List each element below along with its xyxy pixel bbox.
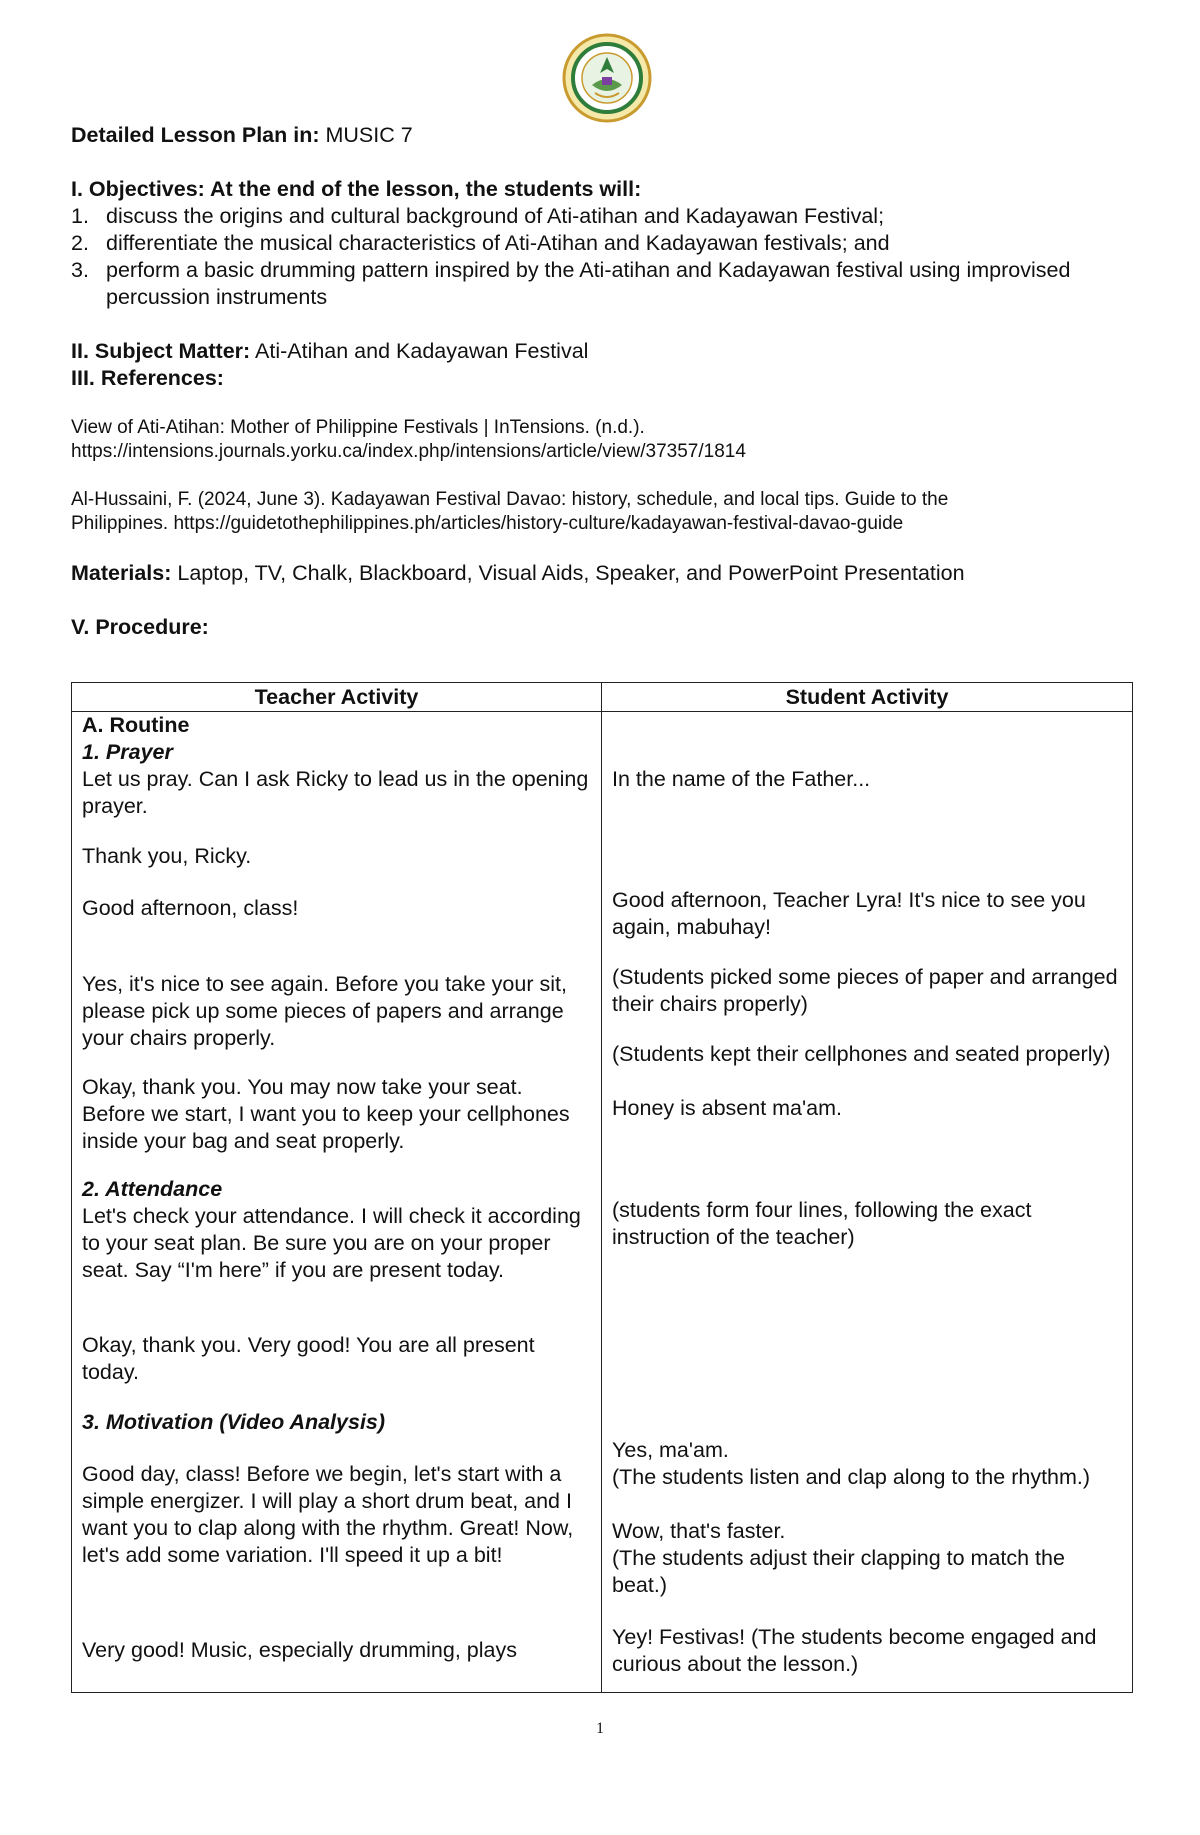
list-item: 3. perform a basic drumming pattern inspired by the Ati-atihan and Kadayawan festival using improvised percussion instruments: [71, 258, 1071, 309]
student-activity-cell: [602, 712, 1133, 1693]
attendance-heading: 2. Attendance: [82, 1177, 223, 1201]
student-papers: (Students picked some pieces of paper and arranged their chairs properly): [612, 965, 1118, 1016]
references-heading: III. References:: [71, 366, 224, 390]
reference-item: View of Ati-Atihan: Mother of Philippine Festivals | InTensions. (n.d.). https://intensions.journals.yorku.ca/index.php/intensions/article/view/37357/1814: [71, 416, 1131, 464]
motivation-text: Good day, class! Before we begin, let's start with a simple energizer. I will play a short drum beat, and I want you to clap along with the rhythm. Great! Now, let's add some variation. I'll speed it up a bit!: [82, 1462, 574, 1567]
procedure-table: [71, 682, 1133, 1693]
materials: Materials: Laptop, TV, Chalk, Blackboard, Visual Aids, Speaker, and PowerPoint Presentation: [71, 561, 965, 585]
student-lines: (students form four lines, following the exact instruction of the teacher): [612, 1198, 1032, 1249]
list-item: 2. differentiate the musical characteristics of Ati-Atihan and Kadayawan festivals; and: [71, 231, 890, 255]
student-festivals: Yey! Festivas! (The students become engaged and curious about the lesson.): [612, 1625, 1097, 1676]
school-seal-icon: [562, 33, 652, 123]
all-present-text: Okay, thank you. Very good! You are all present today.: [82, 1333, 535, 1384]
student-adjust: (The students adjust their clapping to match the beat.): [612, 1546, 1065, 1597]
reference-link[interactable]: Philippines. https://guidetothephilippines.ph/articles/history-culture/kadayawan-festival-davao-guide: [71, 513, 904, 534]
objectives-heading: I. Objectives: At the end of the lesson, the students will:: [71, 177, 642, 201]
table-row: [72, 712, 1133, 1693]
greeting-text: Good afternoon, class!: [82, 896, 299, 920]
student-yes: Yes, ma'am.: [612, 1438, 729, 1462]
subject-matter: II. Subject Matter: Ati-Atihan and Kadayawan Festival: [71, 339, 589, 363]
page-number: 1: [596, 1720, 604, 1737]
title-label: Detailed Lesson Plan in:: [71, 123, 320, 147]
student-greeting: Good afternoon, Teacher Lyra! It's nice to see you again, mabuhay!: [612, 888, 1086, 939]
attendance-text: Let's check your attendance. I will check it according to your seat plan. Be sure you are on your proper seat. Say “I'm here” if you are present today.: [82, 1204, 581, 1282]
prayer-text: Let us pray. Can I ask Ricky to lead us in the opening prayer.: [82, 767, 589, 818]
student-prayer: In the name of the Father...: [612, 767, 871, 791]
motivation-heading: 3. Motivation (Video Analysis): [82, 1410, 386, 1434]
prayer-heading: 1. Prayer: [82, 740, 173, 764]
take-seat-text: Okay, thank you. You may now take your seat. Before we start, I want you to keep your cellphones inside your bag and seat properly.: [82, 1075, 570, 1153]
student-absent: Honey is absent ma'am.: [612, 1096, 842, 1120]
column-header-student: Student Activity: [602, 683, 1133, 712]
routine-heading: A. Routine: [82, 713, 190, 737]
student-clap: (The students listen and clap along to the rhythm.): [612, 1465, 1091, 1489]
objectives-list: [71, 203, 1131, 311]
student-faster: Wow, that's faster.: [612, 1519, 786, 1543]
list-item: 1. discuss the origins and cultural background of Ati-atihan and Kadayawan Festival;: [71, 204, 885, 228]
column-header-teacher: Teacher Activity: [72, 683, 602, 712]
reference-link[interactable]: https://intensions.journals.yorku.ca/index.php/intensions/article/view/37357/1814: [71, 441, 746, 462]
nice-to-see-text: Yes, it's nice to see again. Before you take your sit, please pick up some pieces of papers and arrange your chairs properly.: [82, 972, 567, 1050]
lesson-plan-title: [71, 122, 1131, 149]
student-cellphones: (Students kept their cellphones and seated properly): [612, 1042, 1111, 1066]
reference-item: Al-Hussaini, F. (2024, June 3). Kadayawan Festival Davao: history, schedule, and local tips. Guide to the Philippines. https://guidetothephilippines.ph/articles/history-culture/kadayawan-festival-davao-guide: [71, 488, 1131, 536]
table-header-row: [72, 683, 1133, 712]
closing-text: Very good! Music, especially drumming, plays: [82, 1638, 517, 1662]
teacher-activity-cell: [72, 712, 602, 1693]
title-value: MUSIC 7: [325, 123, 413, 147]
thanks-text: Thank you, Ricky.: [82, 844, 252, 868]
procedure-heading: V. Procedure:: [71, 615, 209, 639]
lesson-plan-body: [71, 122, 1131, 641]
